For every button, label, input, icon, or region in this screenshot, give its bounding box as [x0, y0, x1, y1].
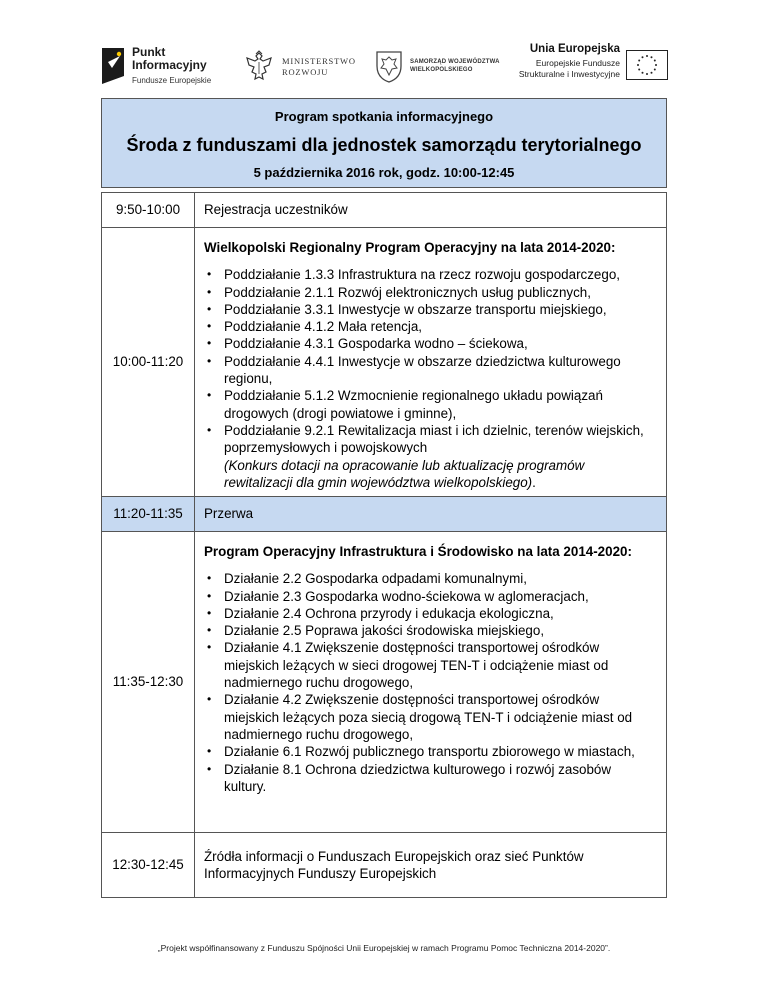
- table-row: [102, 532, 667, 833]
- eu-flag-icon: [626, 50, 668, 80]
- time-cell: 10:00-11:20: [102, 228, 195, 497]
- program-header: [101, 98, 667, 188]
- samorzad-wojewodztwa-logo: [374, 40, 504, 94]
- description-cell: [195, 228, 667, 497]
- time-cell: 12:30-12:45: [102, 833, 195, 898]
- program-title: Program Operacyjny Infrastruktura i Środowisko na lata 2014-2020:: [204, 544, 632, 559]
- item-list: [204, 266, 654, 491]
- punkt-informacyjny-logo: [100, 40, 250, 94]
- list-item: • Poddziałanie 2.1.1 Rozwój elektronicznych usług publicznych,: [224, 284, 654, 301]
- description-cell: Przerwa: [195, 497, 667, 532]
- header-pre-title: Program spotkania informacyjnego: [274, 109, 494, 124]
- rozwoju-label: ROZWOJU: [282, 67, 329, 77]
- item-list: [204, 570, 654, 795]
- list-item-text: Poddziałanie 9.2.1 Rewitalizacja miast i ich dzielnic, terenów wiejskich, poprzemysłowych i powojskowych: [224, 422, 644, 456]
- ministerstwo-label: MINISTERSTWO: [282, 56, 356, 66]
- list-item-with-note: [224, 422, 654, 491]
- wielkopolskiego-label: WIELKOPOLSKIEGO: [410, 67, 473, 73]
- list-item: • Poddziałanie 1.3.3 Infrastruktura na rzecz rozwoju gospodarczego,: [224, 266, 654, 283]
- informacyjny-label: Informacyjny: [132, 58, 207, 72]
- description-cell: Źródła informacji o Funduszach Europejskich oraz sieć Punktów Informacyjnych Funduszy Europejskich: [195, 833, 667, 898]
- table-row: [102, 193, 667, 228]
- unia-europejska-label: Unia Europejska: [529, 43, 620, 55]
- time-cell: 11:20-11:35: [102, 497, 195, 532]
- list-item: • Działanie 2.2 Gospodarka odpadami komunalnymi,: [224, 570, 654, 587]
- coat-of-arms-icon: [374, 48, 404, 84]
- time-cell: 9:50-10:00: [102, 193, 195, 228]
- table-row: [102, 228, 667, 497]
- ministerstwo-rozwoju-logo: [244, 40, 364, 94]
- europejskie-fundusze-label: Europejskie Fundusze: [535, 58, 620, 68]
- competition-note: (Konkurs dotacji na opracowanie lub aktualizację programów rewitalizacji dla gmin województwa wielkopolskiego): [224, 457, 585, 490]
- eagle-emblem-icon: [244, 50, 274, 82]
- footer-note: „Projekt współfinansowany z Funduszu Spójności Unii Europejskiej w ramach Programu Pomoc Techniczna 2014-2020”.: [157, 943, 611, 953]
- list-item: • Poddziałanie 4.3.1 Gospodarka wodno – ściekowa,: [224, 335, 654, 352]
- list-item: • Poddziałanie 4.1.2 Mała retencja,: [224, 318, 654, 335]
- list-item: • Działanie 4.2 Zwiększenie dostępności transportowej ośrodków miejskich leżących poza siecią drogową TEN-T i odciążenie miast od nadmiernego ruchu drogowego,: [224, 691, 654, 743]
- list-item: • Poddziałanie 4.4.1 Inwestycje w obszarze dziedzictwa kulturowego regionu,: [224, 353, 654, 388]
- list-item: • Poddziałanie 3.3.1 Inwestycje w obszarze transportu miejskiego,: [224, 301, 654, 318]
- logo-bar: [100, 40, 668, 94]
- page-title: Środa z funduszami dla jednostek samorządu terytorialnego: [126, 135, 642, 155]
- list-item: • Działanie 2.5 Poprawa jakości środowiska miejskiego,: [224, 622, 654, 639]
- note-period: .: [532, 474, 536, 490]
- punkt-label: Punkt: [132, 45, 166, 59]
- fundusze-label: Fundusze Europejskie: [132, 76, 212, 85]
- program-title: Wielkopolski Regionalny Program Operacyjny na lata 2014-2020:: [204, 240, 616, 255]
- description-cell: Rejestracja uczestników: [195, 193, 667, 228]
- unia-europejska-logo: [508, 40, 668, 94]
- time-cell: 11:35-12:30: [102, 532, 195, 833]
- event-date: 5 października 2016 rok, godz. 10:00-12:45: [253, 165, 515, 180]
- samorzad-label: SAMORZĄD WOJEWÓDZTWA: [410, 59, 500, 65]
- list-item: • Poddziałanie 5.1.2 Wzmocnienie regionalnego układu powiązań drogowych (drogi powiatowe i gminne),: [224, 387, 654, 422]
- list-item: • Działanie 6.1 Rozwój publicznego transportu zbiorowego w miastach,: [224, 743, 654, 760]
- list-item: • Działanie 8.1 Ochrona dziedzictwa kulturowego i rozwój zasobów kultury.: [224, 761, 654, 796]
- strukturalne-label: Strukturalne i Inwestycyjne: [518, 69, 620, 79]
- table-row: [102, 497, 667, 532]
- list-item: • Działanie 2.3 Gospodarka wodno-ściekowa w aglomeracjach,: [224, 588, 654, 605]
- punkt-informacyjny-mark-icon: [100, 46, 126, 86]
- table-row: [102, 833, 667, 898]
- list-item: • Działanie 2.4 Ochrona przyrody i edukacja ekologiczna,: [224, 605, 654, 622]
- description-cell: [195, 532, 667, 833]
- agenda-table: [101, 192, 667, 898]
- list-item: • Działanie 4.1 Zwiększenie dostępności transportowej ośrodków miejskich leżących w sieci drogowej TEN-T i odciążenie miast od nadmiernego ruchu drogowego,: [224, 639, 654, 691]
